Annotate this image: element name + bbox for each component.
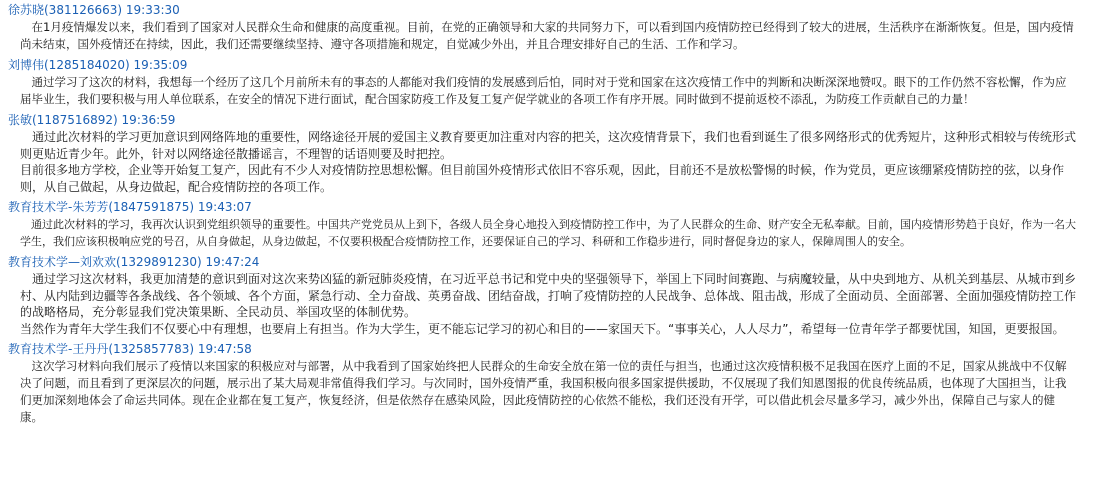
message-paragraph: 这次学习材料向我们展示了疫情以来国家的积极应对与部署，从中我看到了国家始终把人民群众的生命安全放在第一位的责任与担当，也通过这次疫情积极不足我国在医疗上面的不足，国家从挑战中不仅解决了问题，而且看到了更深层次的问题，展示出了某大局观非常值得我们学习。与次同时，国外疫情严重，我国积极向很多国家提供援助，不仅展现了我们知恩图报的优良传统品质，也体现了大国担当，让我们更加深刻地体会了命运共同体。现在企业都在复工复产，恢复经济，但是依然存在感染风险，因此疫情防控的心依然不能松，我们还没有开学，可以借此机会尽量多学习，减少外出，保障自己与家人的健康。 xyxy=(20,359,1067,424)
message-time: 19:33:30 xyxy=(125,3,180,17)
chat-message xyxy=(8,252,1107,339)
message-paragraph: 通过学习这次材料，我更加清楚的意识到面对这次来势凶猛的新冠肺炎疫情，在习近平总书记和党中央的坚强领导下，举国上下同时间赛跑、与病魔较量，从中央到地方、从机关到基层、从城市到乡村、从内陆到边疆等各条战线、各个领域、各个方面，紧急行动、全力奋战、英勇奋战、团结奋战，打响了疫情防控的人民战争、总体战、阻击战，形成了全面动员、全面部署、全面加强疫情防控工作的战略格局，充分彰显我们党决策果断、全民动员、举国攻坚的体制优势。 xyxy=(20,272,1077,319)
message-paragraph: 当然作为青年大学生我们不仅要心中有理想，也要肩上有担当。作为大学生，更不能忘记学习的初心和目的——家国天下。“事事关心，人人尽力”，希望每一位青年学子都要忧国，知国，更要报国。 xyxy=(20,321,1065,336)
message-header[interactable] xyxy=(8,110,1107,128)
message-body xyxy=(8,270,1088,339)
message-body xyxy=(8,357,1088,428)
chat-message xyxy=(8,55,1107,110)
author-name[interactable]: 刘博伟(1285184020) xyxy=(8,58,130,72)
message-header[interactable] xyxy=(8,197,1107,215)
author-name[interactable]: 教育技术学—刘欢欢(1329891230) xyxy=(8,255,202,269)
message-time: 19:43:07 xyxy=(197,200,252,214)
message-header[interactable] xyxy=(8,55,1107,73)
message-time: 19:47:24 xyxy=(205,255,260,269)
message-paragraph: 通过此次材料的学习更加意识到网络阵地的重要性，网络途径开展的爱国主义教育要更加注重对内容的把关，这次疫情背景下，我们也看到诞生了很多网络形式的优秀短片，这种形式相较与传统形式则更贴近青少年。此外，针对以网络途径散播谣言，不理智的话语则要及时把控。 xyxy=(20,130,1077,161)
author-name[interactable]: 教育技术学-王丹丹(1325857783) xyxy=(8,342,195,356)
author-name[interactable]: 张敏(1187516892) xyxy=(8,113,118,127)
message-paragraph: 目前很多地方学校，企业等开始复工复产，因此有不少人对疫情防控思想松懈。但目前国外疫情形式依旧不容乐观，因此，目前还不是放松警惕的时候，作为党员，更应该绷紧疫情防控的弦，以身作则，从自己做起，从身边做起，配合疫情防控的各项工作。 xyxy=(20,163,1065,194)
chat-message xyxy=(8,197,1107,252)
message-body xyxy=(8,18,1088,55)
message-body xyxy=(8,215,1088,252)
message-header[interactable] xyxy=(8,252,1107,270)
author-name[interactable]: 教育技术学-朱芳芳(1847591875) xyxy=(8,200,195,214)
message-paragraph: 通过学习了这次的材料，我想每一个经历了这几个月前所未有的事态的人都能对我们疫情的发展感到后怕，同时对于党和国家在这次疫情工作中的判断和决断深深地赞叹。眼下的工作仍然不容松懈，作为应届毕业生，我们要积极与用人单位联系，在安全的情况下进行面试，配合国家防疫工作及复工复产促学就业的各项工作有序开展。同时做到不提前返校不添乱，为防疫工作贡献自己的力量！ xyxy=(20,75,1067,106)
message-paragraph: 在1月疫情爆发以来，我们看到了国家对人民群众生命和健康的高度重视。目前，在党的正确领导和大家的共同努力下，可以看到国内疫情防控已经得到了较大的进展，生活秩序在渐渐恢复。但是，国内疫情尚未结束，国外疫情还在持续，因此，我们还需要继续坚持、遵守各项措施和规定，自觉减少外出，并且合理安排好自己的生活、工作和学习。 xyxy=(20,20,1074,51)
message-body xyxy=(8,73,1088,110)
chat-message xyxy=(8,110,1107,197)
message-header[interactable] xyxy=(8,0,1107,18)
message-time: 19:36:59 xyxy=(121,113,176,127)
message-time: 19:35:09 xyxy=(133,58,188,72)
message-body xyxy=(8,128,1088,197)
chat-message xyxy=(8,0,1107,55)
message-time: 19:47:58 xyxy=(197,342,252,356)
author-name[interactable]: 徐苏晓(381126663) xyxy=(8,3,123,17)
message-header[interactable] xyxy=(8,339,1107,357)
chat-message xyxy=(8,339,1107,428)
message-paragraph: 通过此次材料的学习，我再次认识到党组织领导的重要性。中国共产党党员从上到下，各级人员全身心地投入到疫情防控工作中，为了人民群众的生命、财产安全无私奉献。目前，国内疫情形势趋于良好，作为一名大学生，我们应该积极响应党的号召，从自身做起，从身边做起，不仅要积极配合疫情防控工作，还要保证自己的学习、科研和工作稳步进行，同时督促身边的家人，保障周围人的安全。 xyxy=(20,218,1076,248)
